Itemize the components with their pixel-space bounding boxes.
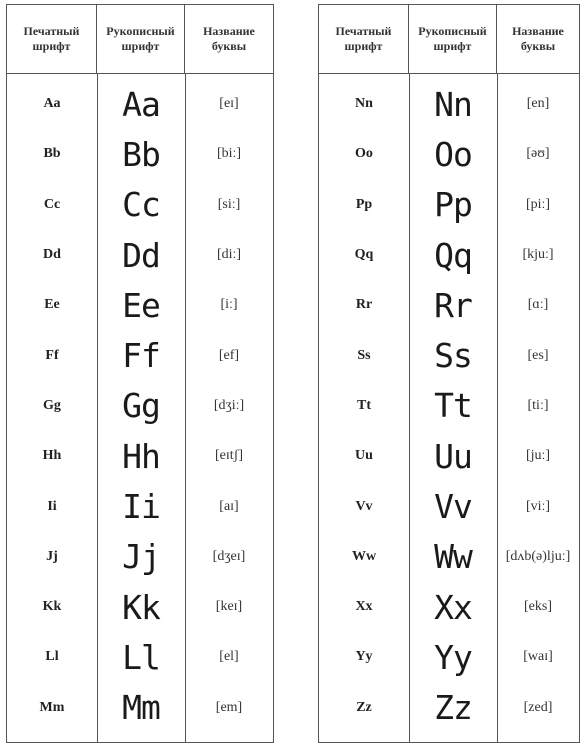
printed-letter: Yy: [355, 649, 373, 665]
table-row: [7, 381, 273, 431]
letter-name: [zed]: [523, 699, 553, 715]
table-body: [7, 73, 273, 742]
handwritten-letter: Gg: [122, 386, 160, 426]
letter-name: [waɪ]: [523, 649, 553, 665]
table-row: [7, 582, 273, 632]
handwritten-letter: Aa: [122, 84, 160, 124]
handwritten-letter: Pp: [434, 185, 472, 225]
printed-letter: Bb: [43, 146, 61, 162]
printed-letter: Hh: [42, 448, 62, 464]
table-row: [319, 532, 579, 582]
handwritten-letter: Ww: [434, 537, 472, 577]
printed-letter: Qq: [354, 247, 374, 263]
handwritten-letter: Bb: [122, 134, 160, 174]
table-row: [319, 381, 579, 431]
letter-name: [dʒeɪ]: [212, 548, 246, 564]
letter-name: [viː]: [525, 498, 551, 514]
letter-name: [kjuː]: [522, 247, 554, 263]
printed-letter: Nn: [355, 96, 373, 112]
handwritten-letter: Rr: [434, 285, 472, 325]
printed-letter: Ww: [351, 548, 377, 564]
table-row: [319, 129, 579, 179]
handwritten-letter: Ee: [122, 285, 160, 325]
letter-name: [dʒiː]: [213, 397, 245, 413]
printed-letter: Cc: [43, 196, 61, 212]
printed-letter: Gg: [43, 397, 61, 413]
alphabet-table-left: [6, 4, 274, 743]
handwritten-letter: Ii: [122, 487, 160, 527]
printed-letter: Ii: [47, 498, 57, 514]
table-row: [7, 330, 273, 380]
handwritten-letter: Ss: [434, 336, 472, 376]
letter-name: [es]: [527, 347, 549, 363]
letter-name: [tiː]: [527, 397, 549, 413]
printed-letter: Zz: [356, 699, 372, 715]
handwritten-letter: Oo: [434, 134, 472, 174]
handwritten-letter: Qq: [434, 235, 472, 275]
letter-name: [biː]: [216, 146, 242, 162]
table-body: [319, 73, 579, 742]
handwritten-letter: Zz: [434, 688, 472, 728]
header-printed-font: Печатный шрифт: [319, 5, 409, 73]
table-row: [319, 582, 579, 632]
letter-name: [siː]: [217, 196, 241, 212]
letter-name: [juː]: [525, 448, 551, 464]
header-printed-font: Печатный шрифт: [7, 5, 97, 73]
letter-name: [iː]: [220, 297, 238, 313]
printed-letter: Mm: [39, 699, 65, 715]
table-row: [7, 230, 273, 280]
letter-name: [ɑː]: [527, 297, 549, 313]
header-handwritten-font: Рукописный шрифт: [409, 5, 497, 73]
table-row: [319, 683, 579, 733]
printed-letter: Pp: [355, 196, 373, 212]
printed-letter: Vv: [355, 498, 373, 514]
letter-name: [keɪ]: [215, 599, 243, 615]
header-handwritten-font: Рукописный шрифт: [97, 5, 185, 73]
letter-name: [dʌb(ə)ljuː]: [505, 548, 571, 564]
printed-letter: Jj: [46, 548, 58, 564]
handwritten-letter: Ll: [122, 637, 160, 677]
table-row: [7, 632, 273, 682]
handwritten-letter: Dd: [122, 235, 160, 275]
printed-letter: Ff: [45, 347, 59, 363]
table-row: [319, 79, 579, 129]
letter-name: [eɪ]: [219, 96, 239, 112]
handwritten-letter: Nn: [434, 84, 472, 124]
table-row: [7, 180, 273, 230]
table-row: [319, 431, 579, 481]
letter-name: [piː]: [525, 196, 551, 212]
printed-letter: Ll: [45, 649, 59, 665]
printed-letter: Ee: [44, 297, 60, 313]
letter-name: [əʊ]: [526, 146, 550, 162]
table-row: [319, 230, 579, 280]
letter-name: [eks]: [524, 599, 552, 615]
table-header: [319, 5, 579, 74]
letter-name: [em]: [215, 699, 243, 715]
handwritten-letter: Jj: [122, 537, 160, 577]
table-row: [319, 180, 579, 230]
letter-rows: [319, 79, 579, 733]
letter-name: [diː]: [216, 247, 242, 263]
table-row: [319, 632, 579, 682]
handwritten-letter: Tt: [434, 386, 472, 426]
handwritten-letter: Ff: [122, 336, 160, 376]
table-row: [319, 330, 579, 380]
table-row: [7, 280, 273, 330]
printed-letter: Ss: [357, 347, 371, 363]
handwritten-letter: Vv: [434, 487, 472, 527]
letter-name: [eɪtʃ]: [215, 448, 243, 464]
printed-letter: Uu: [355, 448, 373, 464]
table-row: [7, 431, 273, 481]
letter-name: [en]: [526, 96, 550, 112]
letter-rows: [7, 79, 273, 733]
handwritten-letter: Yy: [434, 637, 472, 677]
handwritten-letter: Mm: [122, 688, 160, 728]
handwritten-letter: Uu: [434, 436, 472, 476]
letter-name: [aɪ]: [219, 498, 239, 514]
printed-letter: Aa: [43, 96, 61, 112]
table-row: [7, 481, 273, 531]
handwritten-letter: Kk: [122, 587, 160, 627]
handwritten-letter: Hh: [122, 436, 160, 476]
printed-letter: Xx: [355, 599, 373, 615]
printed-letter: Dd: [43, 247, 61, 263]
table-row: [7, 683, 273, 733]
letter-name: [el]: [219, 649, 239, 665]
letter-name: [ef]: [218, 347, 240, 363]
handwritten-letter: Xx: [434, 587, 472, 627]
table-row: [7, 129, 273, 179]
table-header: [7, 5, 273, 74]
header-letter-name: Название буквы: [512, 24, 564, 53]
printed-letter: Oo: [355, 146, 373, 162]
alphabet-table-right: [318, 4, 580, 743]
printed-letter: Tt: [357, 397, 371, 413]
handwritten-letter: Cc: [122, 185, 160, 225]
header-letter-name: Название буквы: [203, 24, 255, 53]
printed-letter: Rr: [355, 297, 373, 313]
table-row: [7, 79, 273, 129]
table-row: [7, 532, 273, 582]
printed-letter: Kk: [42, 599, 62, 615]
table-row: [319, 280, 579, 330]
table-row: [319, 481, 579, 531]
